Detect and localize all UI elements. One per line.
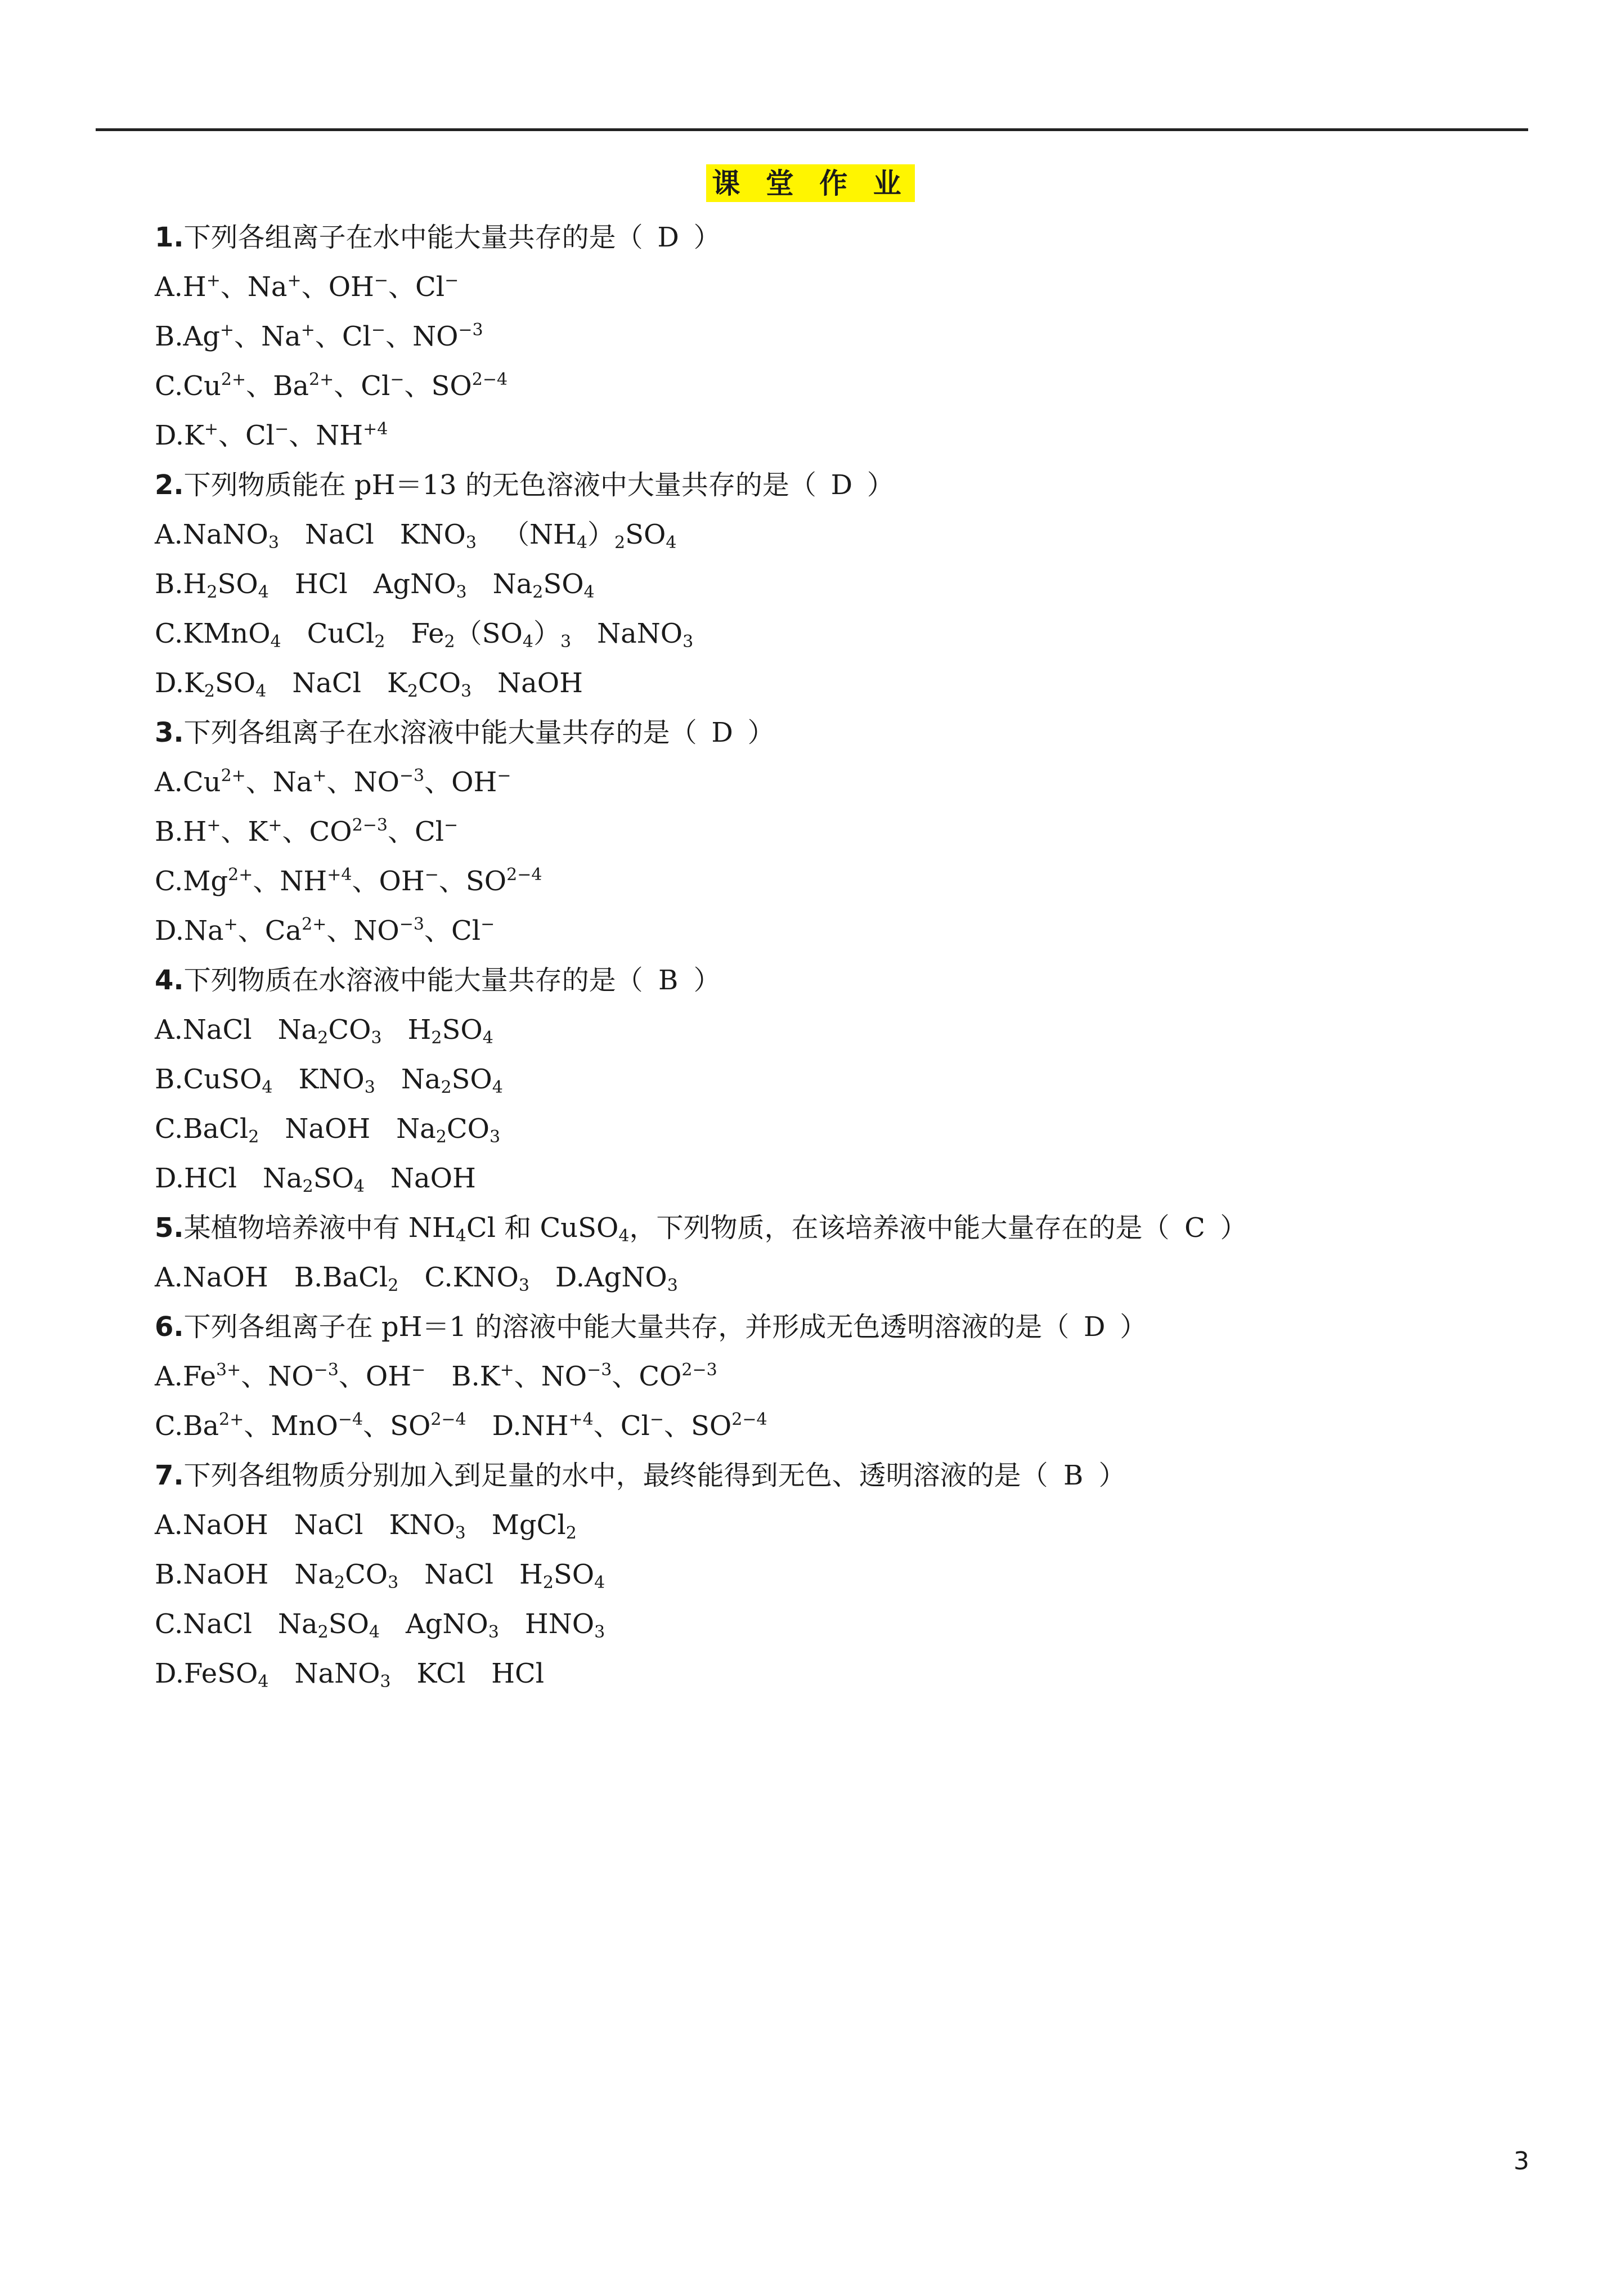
question-number: 6. [155, 1311, 184, 1343]
answer: D [1084, 1311, 1106, 1343]
answer: D [830, 469, 853, 501]
bracket: ） [1098, 1460, 1126, 1491]
answer: B [658, 965, 679, 996]
question-3 [155, 708, 1533, 757]
option-7a: A.NaOH NaCl $KNO_3$ MgCl$_2$ [155, 1509, 577, 1543]
option-3c: $C.Mg^{2+}$、$NH^{+4}$、OH−、$SO^{2-4}$ [155, 865, 542, 897]
option-3d: D.Na+、$Ca^{2+}$、$NO^{-3}$、Cl− [155, 914, 495, 947]
section-heading-text: 课 堂 作 业 [706, 164, 914, 202]
option-1a: A.H+、Na+、OH−、Cl− [155, 271, 459, 303]
question-number: 1. [155, 222, 184, 253]
option-1b: B.Ag+、Na+、Cl−、$NO^{-3}$ [155, 320, 483, 352]
question-stem: 下列各组离子在 pH＝1 的溶液中能大量共存，并形成无色透明溶液的是（ [183, 1311, 1070, 1343]
answer: B [1063, 1460, 1084, 1491]
bracket: ） [693, 965, 721, 996]
question-stem: 下列各组离子在水中能大量共存的是（ [183, 222, 643, 253]
bracket: ） [693, 222, 721, 253]
bracket: ） [747, 717, 775, 748]
option-7b: B.NaOH $Na_2CO_3$ NaCl $H_2SO_4$ [155, 1559, 605, 1593]
option-2c: C.KMnO$_4$ CuCl$_2$ $Fe_2(SO_4)_3$ NaNO$_3$ [155, 618, 694, 652]
option-1d: D.K+、Cl−、$NH^{+4}$ [155, 419, 388, 451]
question-7 [155, 1451, 1533, 1500]
option-2a: A.NaNO$_3$ NaCl $KNO_3$ $(NH_4)_2SO_4$ [155, 519, 677, 553]
option-4b: B.CuSO$_4$ $KNO_3$ $Na_2SO_4$ [155, 1064, 503, 1097]
question-number: 4. [155, 965, 184, 996]
page-number: 3 [1514, 2147, 1529, 2176]
question-number: 5. [155, 1212, 184, 1244]
question-stem: 下列各组离子在水溶液中能大量共存的是（ [183, 717, 697, 748]
question-2 [155, 460, 1533, 510]
option-3a: $A.Cu^{2+}$、Na+、$NO^{-3}$、OH− [155, 766, 511, 798]
question-stem: 下列物质能在 pH＝13 的无色溶液中大量共存的是（ [183, 469, 816, 501]
option-2d: $D.K_2SO_4$ NaCl $K_2CO_3$ NaOH [155, 667, 583, 701]
question-number: 2. [155, 469, 184, 501]
option-7c: C.NaCl $Na_2SO_4$ AgNO$_3$ $HNO_3$ [155, 1608, 605, 1642]
header-rule [96, 128, 1528, 131]
question-stem: 下列物质在水溶液中能大量共存的是（ [183, 965, 643, 996]
option-7d: D.FeSO$_4$ NaNO$_3$ KCl HCl [155, 1658, 545, 1692]
option-6ab: $A.Fe^{3+}$、$NO^{-3}$、OH− B.K+、$NO^{-3}$、$CO^{2-3}$ [155, 1360, 717, 1392]
answer: C [1184, 1212, 1205, 1244]
option-4d: D.HCl $Na_2SO_4$ NaOH [155, 1163, 476, 1196]
question-4 [155, 956, 1533, 1005]
question-1 [155, 213, 1533, 262]
option-5: A.NaOH B.BaCl$_2$ $C.KNO_3$ D.AgNO$_3$ [155, 1262, 678, 1295]
question-number: 3. [155, 717, 184, 748]
option-2b: $B.H_2SO_4$ HCl AgNO$_3$ $Na_2SO_4$ [155, 568, 595, 602]
question-number: 7. [155, 1460, 184, 1491]
answer: D [711, 717, 733, 748]
bracket: ） [866, 469, 894, 501]
section-heading [0, 162, 1621, 205]
option-6cd: $C.Ba^{2+}$、MnO$^{-4}$、$SO^{2-4}$ $D.NH^{+4}$、Cl−、$SO^{2-4}$ [155, 1410, 767, 1442]
option-3b: B.H+、K+、$CO^{2-3}$、Cl− [155, 815, 459, 847]
question-list [155, 213, 1533, 1698]
question-stem: 下列各组物质分别加入到足量的水中，最终能得到无色、透明溶液的是（ [183, 1460, 1048, 1491]
bracket: ） [1220, 1212, 1247, 1244]
option-4a: A.NaCl $Na_2CO_3$ $H_2SO_4$ [155, 1014, 493, 1048]
option-4c: C.BaCl$_2$ NaOH $Na_2CO_3$ [155, 1113, 501, 1147]
option-1c: $C.Cu^{2+}$、$Ba^{2+}$、Cl−、$SO^{2-4}$ [155, 370, 508, 402]
answer: D [657, 222, 679, 253]
bracket: ） [1120, 1311, 1147, 1343]
question-5: 5.某植物培养液中有 $NH_4Cl$ 和 CuSO$_4$，下列物质，在该培养液中能大量存在的是（ C ） [155, 1203, 1533, 1253]
question-6 [155, 1302, 1533, 1352]
